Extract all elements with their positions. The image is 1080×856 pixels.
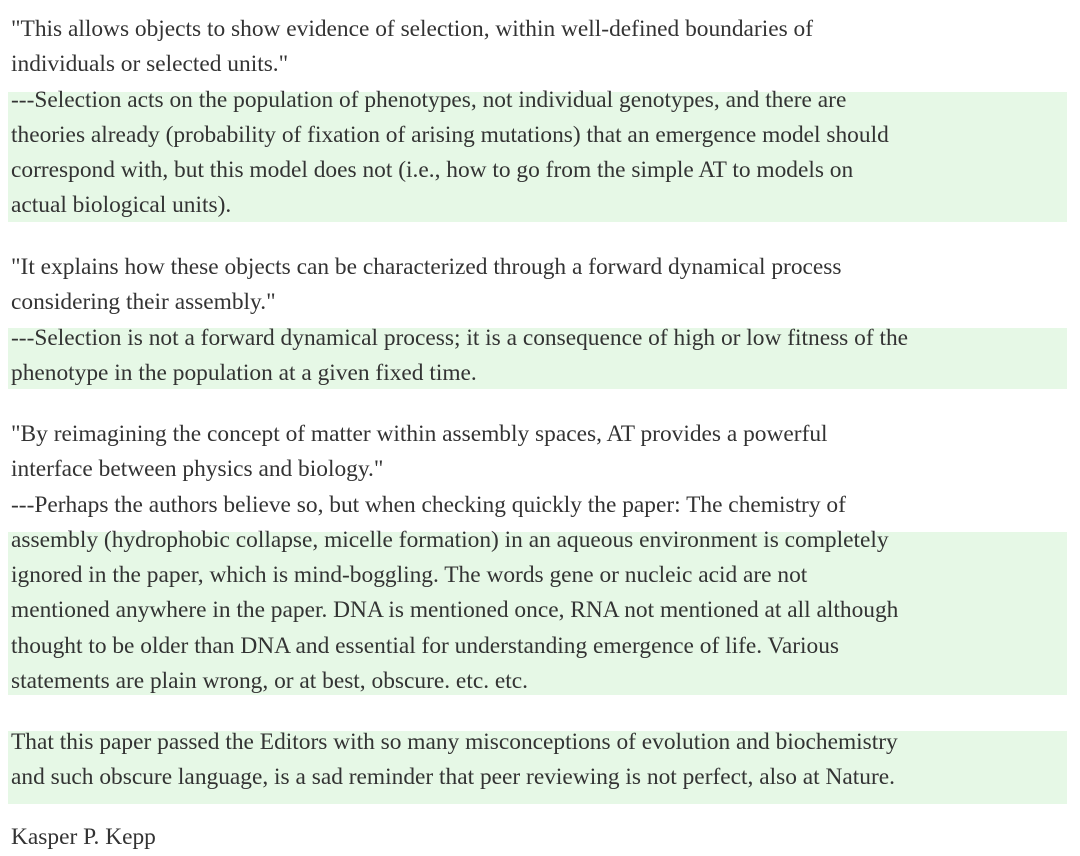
conclusion-line: and such obscure language, is a sad reminder that peer reviewing is not perfect, also at Nature. xyxy=(11,764,895,791)
quote-line: "It explains how these objects can be characterized through a forward dynamical process xyxy=(11,254,842,280)
quote-line: "By reimagining the concept of matter within assembly spaces, AT provides a powerful xyxy=(11,421,828,447)
quote-paragraph-3 xyxy=(11,417,1073,699)
comment-line: mentioned anywhere in the paper. DNA is mentioned once, RNA not mentioned at all although xyxy=(11,597,899,624)
comment-line: statements are plain wrong, or at best, obscure. etc. etc. xyxy=(11,668,529,695)
comment-line: ignored in the paper, which is mind-boggling. The words gene or nucleic acid are not xyxy=(11,562,808,589)
conclusion-line: That this paper passed the Editors with so many misconceptions of evolution and biochemistry xyxy=(11,729,898,755)
quote-line: considering their assembly." xyxy=(11,289,276,316)
comment-line: ---Selection acts on the population of phenotypes, not individual genotypes, and there are xyxy=(11,86,847,113)
comment-line: phenotype in the population at a given fixed time. xyxy=(11,359,477,386)
quote-line: interface between physics and biology." xyxy=(11,456,384,483)
comment-line: ---Perhaps the authors believe so, but when checking quickly the paper: The chemistry of xyxy=(11,491,846,518)
quote-paragraph-2 xyxy=(11,250,1073,391)
quote-line: "This allows objects to show evidence of selection, within well-defined boundaries of xyxy=(11,16,814,42)
comment-line: correspond with, but this model does not (i.e., how to go from the simple AT to models on xyxy=(11,157,854,184)
comment-line: actual biological units). xyxy=(11,192,232,219)
comment-line: ---Selection is not a forward dynamical process; it is a consequence of high or low fitness of the xyxy=(11,324,909,351)
quote-paragraph-1 xyxy=(11,12,1073,224)
comment-line: theories already (probability of fixation of arising mutations) that an emergence model should xyxy=(11,121,889,148)
comment-line: thought to be older than DNA and essential for understanding emergence of life. Various xyxy=(11,632,839,659)
quote-line: individuals or selected units." xyxy=(11,51,289,78)
conclusion-paragraph xyxy=(11,725,1073,796)
author-name: Kasper P. Kepp xyxy=(11,824,156,850)
signature xyxy=(11,820,1073,855)
comment-line: assembly (hydrophobic collapse, micelle formation) in an aqueous environment is completely xyxy=(11,526,889,553)
